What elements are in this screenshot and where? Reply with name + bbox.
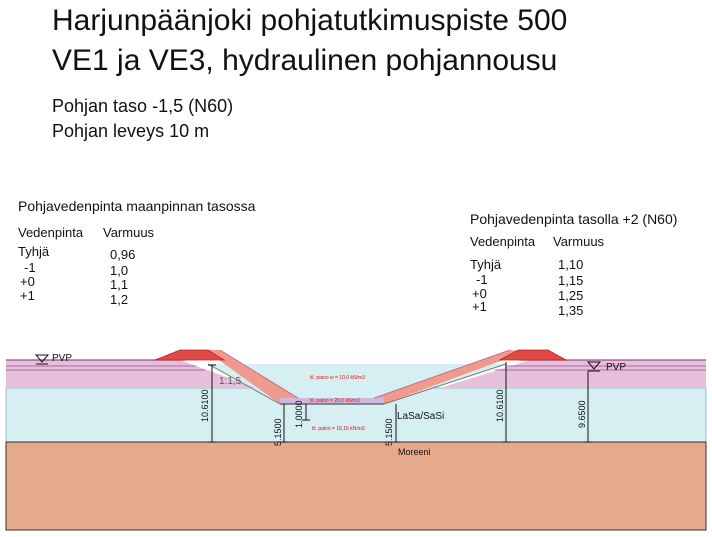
right-row-safety: 1,15 bbox=[558, 273, 584, 288]
layer-moraine-label: Moreeni bbox=[398, 447, 431, 457]
dim-right-total: 10.6100 bbox=[495, 389, 505, 422]
layer-sand-label: LaSa/SaSi bbox=[397, 411, 445, 422]
left-row-safety: 1,2 bbox=[110, 292, 129, 307]
left-row-safety: 1,0 bbox=[110, 263, 129, 278]
dim-right-pvp: 9.6500 bbox=[577, 400, 587, 428]
left-row-water: +1 bbox=[20, 288, 35, 303]
load-label-top: til. paino w = 10,0 kN/m3 bbox=[310, 375, 365, 381]
left-case-heading: Pohjavedenpinta maanpinnan tasossa bbox=[18, 198, 256, 214]
dim-left-total: 10.6100 bbox=[200, 389, 210, 422]
right-case-heading: Pohjavedenpinta tasolla +2 (N60) bbox=[470, 211, 678, 227]
dim-left-base: 5.1500 bbox=[273, 418, 283, 446]
load-label-bottom: til. paino = 18,15 kN/m3 bbox=[312, 426, 365, 432]
slope-label: 1:1,5 bbox=[219, 376, 242, 387]
left-col-water: Vedenpinta bbox=[18, 225, 84, 240]
left-row-water: Tyhjä bbox=[18, 244, 50, 259]
right-col-safety: Varmuus bbox=[553, 234, 605, 249]
left-row-water: -1 bbox=[24, 260, 36, 275]
right-row-safety: 1,10 bbox=[558, 257, 584, 272]
right-row-water: +0 bbox=[472, 286, 487, 301]
left-row-water: +0 bbox=[20, 274, 35, 289]
left-row-safety: 0,96 bbox=[110, 247, 136, 262]
left-col-safety: Varmuus bbox=[103, 225, 155, 240]
right-row-water: +1 bbox=[472, 299, 487, 314]
moraine-layer bbox=[6, 442, 706, 530]
right-col-water: Vedenpinta bbox=[470, 234, 536, 249]
pvp-left-label: PVP bbox=[52, 353, 73, 364]
right-row-safety: 1,25 bbox=[558, 288, 584, 303]
info-bottom-width: Pohjan leveys 10 m bbox=[52, 121, 210, 141]
info-bottom-level: Pohjan taso -1,5 (N60) bbox=[52, 96, 234, 116]
right-row-water: -1 bbox=[476, 272, 488, 287]
load-label-mid: til. paino = 20,0 kN/m3 bbox=[310, 398, 360, 404]
dim-center-base: 5.1500 bbox=[384, 418, 394, 446]
right-row-safety: 1,35 bbox=[558, 303, 584, 318]
right-row-water: Tyhjä bbox=[470, 257, 502, 272]
pvp-right-label: PVP bbox=[606, 362, 627, 373]
dim-center: 1.0000 bbox=[294, 400, 304, 428]
title-line-1: Harjunpäänjoki pohjatutkimuspiste 500 bbox=[52, 4, 568, 37]
left-row-safety: 1,1 bbox=[110, 277, 129, 292]
title-line-2: VE1 ja VE3, hydraulinen pohjannousu bbox=[52, 44, 558, 77]
